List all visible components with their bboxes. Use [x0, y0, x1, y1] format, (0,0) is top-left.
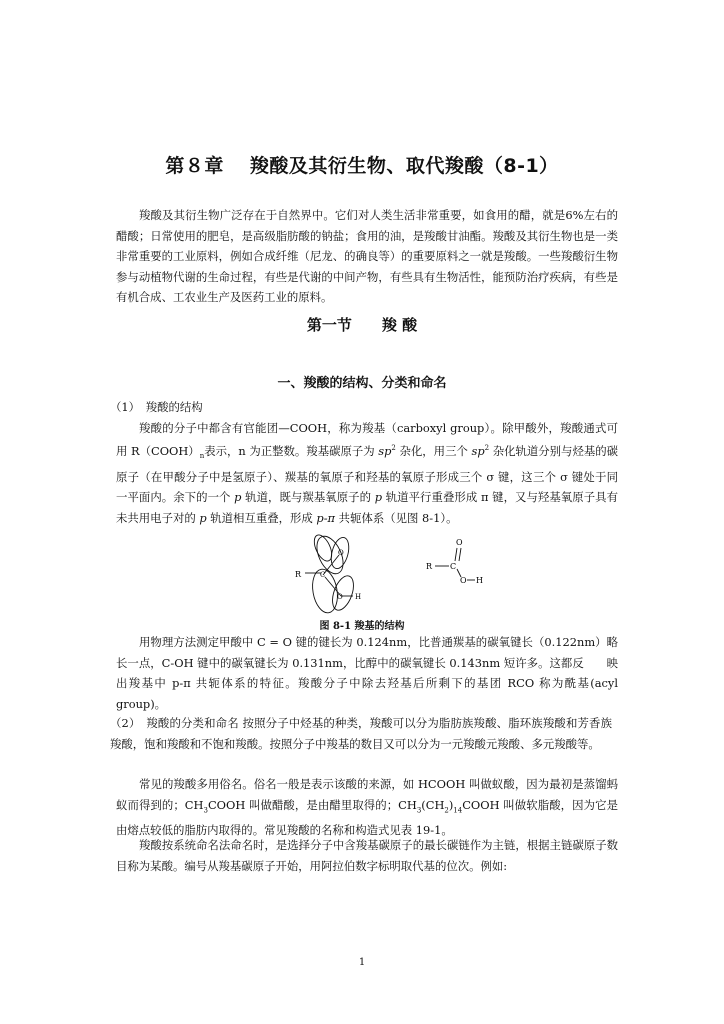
carboxyl-structure-figure — [285, 533, 515, 628]
formula-r: R — [426, 562, 433, 571]
structure-heading: （1） 羧酸的结构 — [110, 400, 203, 414]
formula-c: C — [450, 562, 457, 571]
intro-paragraph: 羧酸及其衍生物广泛存在于自然界中。它们对人类生活非常重要，如食用的醋，就是6%左右的醋酸；日常使用的肥皂，是高级脂肪酸的钠盐；食用的油，是羧酸甘油酯。羧酸及其衍生物也是一类非常重要的工业原料，例如合成纤维（尼龙、的确良等）的重要原料之一就是羧酸。一些羧酸衍生物参与动植物代谢的生命过程，有些是代谢的中间产物，有些具有生物活性，能预防治疗疾病，有些是有机合成、工农业生产及医药工业的原料。 — [116, 208, 618, 304]
formula-h: H — [476, 576, 483, 585]
structure-block — [110, 397, 619, 528]
subsection-title: 一、羧酸的结构、分类和命名 — [277, 376, 447, 391]
atom-c-left: C — [320, 571, 326, 579]
atom-o-left: O — [338, 549, 344, 557]
section-title — [0, 314, 724, 335]
formula-o-top: O — [456, 538, 463, 547]
section-label: 第一节 — [306, 316, 352, 334]
formula-o-oh: O — [460, 576, 467, 585]
orbital-diagram — [305, 533, 358, 615]
classification-paragraph: （2） 羧酸的分类和命名 按照分子中烃基的种类，羧酸可以分为脂肪族羧酸、脂环族羧酸和芳香族羧酸，饱和羧酸和不饱和羧酸。按照分子中羧基的数目又可以分为一元羧酸元羧酸、多元羧酸等。 — [110, 716, 612, 751]
section-name: 羧 酸 — [381, 316, 418, 334]
systematic-naming-paragraph: 羧酸按系统命名法命名时，是选择分子中含羧基碳原子的最长碳链作为主链，根据主链碳原子数目称为某酸。编号从羧基碳原子开始，用阿拉伯数字标明取代基的位次。例如: — [116, 838, 618, 873]
atom-r-left: R — [295, 570, 302, 579]
atom-o2-left: O — [337, 593, 343, 601]
chapter-number: 第８章 — [165, 155, 224, 177]
atom-h-left: H — [355, 593, 362, 601]
figure-caption: 图 8-1 羧基的结构 — [319, 621, 405, 632]
bond-length-paragraph: 用物理方法测定甲酸中 C = O 键的键长为 0.124nm，比普通羰基的碳氧键长（0.122nm）略长一点，C-OH 键中的碳氧键长为 0.131nm，比醇中的碳氧键长 0.143nm 短许多。这都反 映出羧基中 p-π 共轭体系的特征。羧酸分子中除去羟基后所剩下的基团 RCO 称为酰基(acyl group)。 — [116, 635, 618, 711]
common-names-paragraph: 常见的羧酸多用俗名。俗名一般是表示该酸的来源，如 HCOOH 叫做蚁酸，因为最初是蒸馏蚂蚁而得到的；$CH_3COOH$ 叫做醋酸，是由醋里取得的；$CH_3(CH_2)_{14}COOH$ 叫做软脂酸，因为它是由熔点较低的脂肪内取得的。常见羧酸的名称和构造式见表 19-1。 — [116, 777, 618, 838]
page-number: 1 — [358, 957, 366, 968]
chapter-title — [0, 151, 724, 178]
chapter-name: 羧酸及其衍生物、取代羧酸（8-1） — [249, 155, 559, 177]
structure-paragraph: 羧酸的分子中都含有官能团—COOH，称为羧基（carboxyl group）。除甲酸外，羧酸通式可用 $R(COOH)_n$表示，n 为正整数。羧基碳原子为 $sp^2$ 杂化，用三个 $sp^2$ 杂化轨道分别与烃基的碳原子（在甲酸分子中是氢原子）、羰基的氧原子和羟基的氧原子形成三个 σ 键，这三个 σ 键处于同一平面内。余下的一个 p 轨道，既与羰基氧原子的 p 轨道平行重叠形成 π 键，又与羟基氧原子具有未共用电子对的 p 轨道相互重叠，形成 p-π 共轭体系（见图 8-1）。 — [116, 420, 619, 525]
